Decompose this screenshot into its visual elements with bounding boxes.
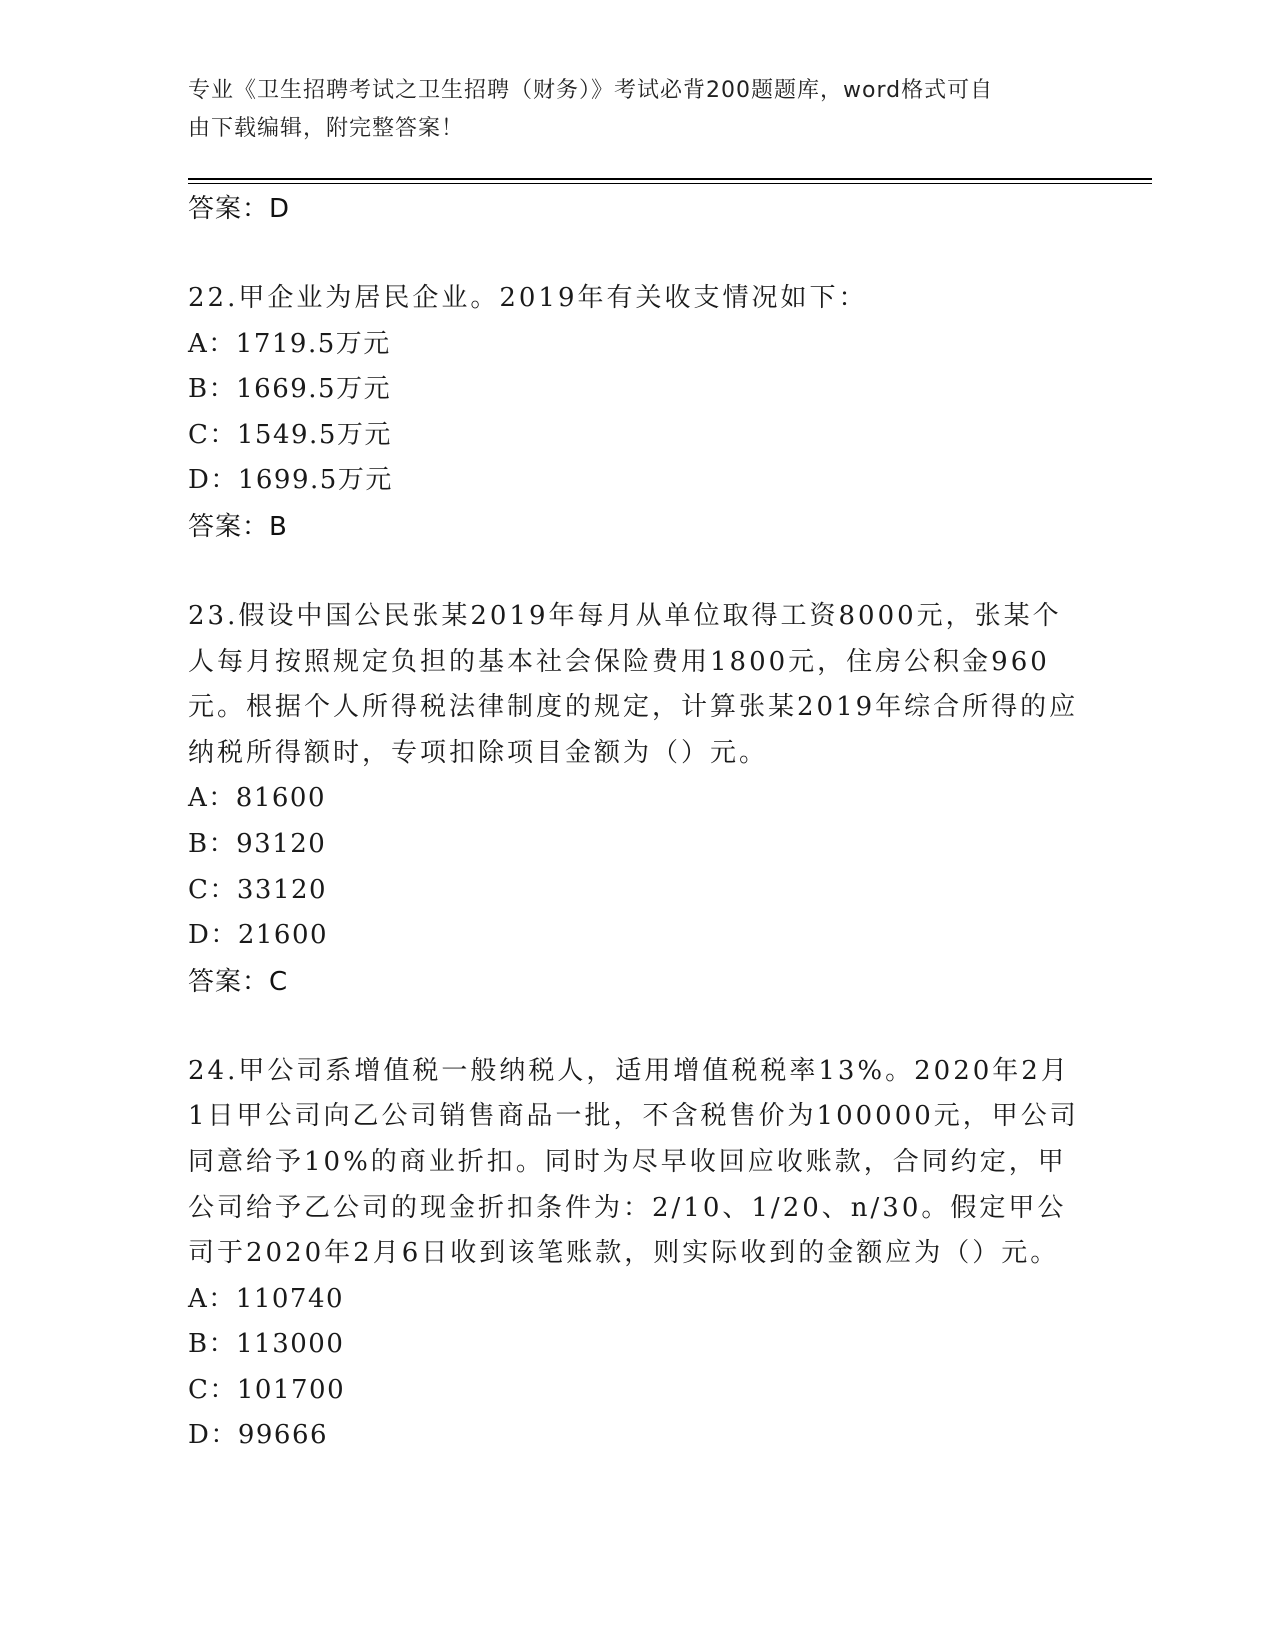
document-header <box>188 72 1088 148</box>
spacer <box>188 1005 1088 1049</box>
option-a: A：1719.5万元 <box>188 328 391 359</box>
option-c: C：1549.5万元 <box>188 419 392 450</box>
option-b: B：113000 <box>188 1329 345 1360</box>
document-body <box>188 186 1088 1459</box>
option-b: B：1669.5万元 <box>188 374 392 405</box>
option-c: C：33120 <box>188 874 328 905</box>
option-a: A：110740 <box>188 1283 345 1314</box>
option-list <box>188 322 1088 504</box>
previous-answer: 答案：D <box>188 194 291 224</box>
header-divider-thin <box>188 183 1152 184</box>
option-list <box>188 776 1088 958</box>
question-22 <box>188 276 1088 550</box>
header-line-1: 专业《卫生招聘考试之卫生招聘（财务）》考试必背200题题库，word格式可自 <box>188 78 994 103</box>
option-d: D：99666 <box>188 1420 329 1451</box>
question-text: 22.甲企业为居民企业。2019年有关收支情况如下： <box>188 283 868 313</box>
answer-line: 答案：B <box>188 511 288 542</box>
option-b: B：93120 <box>188 828 327 859</box>
answer-line: 答案：C <box>188 966 289 997</box>
question-text: 23.假设中国公民张某2019年每月从单位取得工资8000元，张某个人每月按照规定负担的基本社会保险费用1800元，住房公积金960元。根据个人所得税法律制度的规定，计算张某2019年综合所得的应纳税所得额时，专项扣除项目金额为（）元。 <box>188 600 1079 768</box>
question-text: 24.甲公司系增值税一般纳税人，适用增值税税率13%。2020年2月1日甲公司向乙公司销售商品一批，不含税售价为100000元，甲公司同意给予10%的商业折扣。同时为尽早收回应收账款，合同约定，甲公司给予乙公司的现金折扣条件为：2/10、1/20、n/30。假定甲公司于2020年2月6日收到该笔账款，则实际收到的金额应为（）元。 <box>188 1055 1079 1269</box>
spacer <box>188 550 1088 594</box>
question-23 <box>188 594 1088 1005</box>
spacer <box>188 232 1088 276</box>
header-divider-thick <box>188 178 1152 180</box>
option-d: D：1699.5万元 <box>188 465 393 496</box>
option-c: C：101700 <box>188 1374 346 1405</box>
option-d: D：21600 <box>188 920 329 951</box>
question-24 <box>188 1049 1088 1459</box>
option-a: A：81600 <box>188 783 326 814</box>
option-list <box>188 1277 1088 1459</box>
header-line-2: 由下载编辑，附完整答案！ <box>188 116 465 141</box>
